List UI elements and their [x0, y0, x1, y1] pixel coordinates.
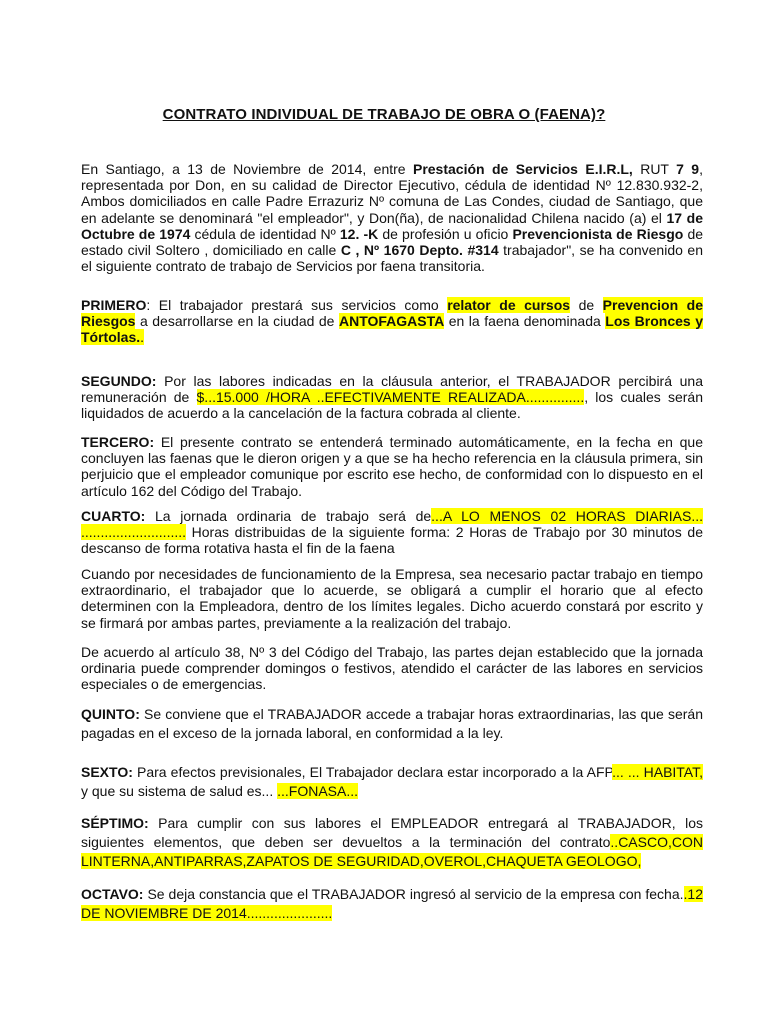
rut-value: 7 9: [676, 161, 700, 177]
clause-cuarto-extra-hours: Cuando por necesidades de funcionamiento de la Empresa, sea necesario pactar trabajo en tiempo extraordinario, el trabajador que lo acuerde, se obligará a cumplir el horario que al efecto determinen con la Empleadora, dentro de los límites legales. Dicho acuerdo constará por escrito y se firmará por ambas partes, previamente a la realización del trabajo.: [81, 566, 703, 631]
address: C , Nº 1670 Depto. #314: [340, 242, 499, 259]
clause-octavo: [81, 885, 703, 923]
clause-primero: [81, 297, 703, 346]
profession: Prevencionista de Riesgo: [512, 225, 684, 242]
clause-text: a desarrollarse en la ciudad de: [135, 313, 339, 330]
intro-text: de profesión u oficio: [378, 225, 513, 242]
job-role: relator de cursos: [447, 297, 571, 313]
clause-segundo: [81, 373, 703, 422]
clause-quinto: [81, 705, 703, 743]
document-title: CONTRATO INDIVIDUAL DE TRABAJO DE OBRA O (FAENA)?: [162, 106, 606, 123]
intro-text: , representada por Don, en su calidad de Director Ejecutivo, cédula de identidad Nº 12.830.932-2, Ambos domiciliados en calle Padre Errazuriz Nº comuna de Las Condes, ciudad de Santiago, que en adelante se denominará "el empleador", y Don(ña), de nacionalidad Chilena nacido (a) el: [81, 161, 703, 226]
clause-text: Para cumplir con sus labores el EMPLEADOR entregará al TRABAJADOR, los siguientes elementos, que deben ser devueltos a la terminación del contrato: [81, 815, 703, 850]
intro-text: cédula de identidad Nº: [190, 225, 340, 242]
equipment-list: ..CASCO,CON LINTERNA,ANTIPARRAS,ZAPATOS DE SEGURIDAD,OVEROL,CHAQUETA GEOLOGO,: [81, 834, 703, 869]
health-system: ...FONASA...: [277, 783, 359, 799]
worksite-name: Los Bronces y Tórtolas.: [81, 313, 703, 346]
clause-septimo: [81, 814, 703, 871]
intro-text: de estado civil Soltero , domiciliado en calle: [81, 225, 704, 259]
city: ANTOFAGASTA: [338, 313, 445, 330]
clause-text: Para efectos previsionales, El Trabajador declara estar incorporado a la AFP: [132, 764, 613, 780]
clause-label: QUINTO:: [81, 706, 140, 722]
clause-text: .: [140, 329, 145, 346]
clause-label: SÉPTIMO:: [81, 815, 149, 831]
afp-name: ... ... HABITAT,: [612, 764, 703, 780]
clause-label: SEXTO:: [81, 764, 133, 780]
clause-text: El presente contrato se entenderá terminado automáticamente, en la fecha en que concluyen las faenas que le dieron origen y a que se ha hecho referencia en la cláusula primera, sin perjuicio que el empleador comunique por escrito ese hecho, de conformidad con lo dispuesto en el artículo 162 del Código del Trabajo.: [81, 434, 703, 499]
clause-text: : El trabajador prestará sus servicios como: [146, 297, 448, 313]
intro-text: RUT: [632, 161, 677, 177]
remuneration: $...15.000 /HORA ..EFECTIVAMENTE REALIZADA...............: [196, 389, 585, 406]
clause-tercero: [81, 434, 703, 499]
job-area: Prevencion de Riesgos: [81, 297, 703, 330]
start-date: .12 DE NOVIEMBRE DE 2014......................: [81, 886, 703, 921]
company-name: Prestación de Servicios E.I.R.L,: [412, 161, 633, 177]
clause-text: Se conviene que el TRABAJADOR accede a trabajar horas extraordinarias, las que serán pagadas en el exceso de la jornada laboral, en conformidad a la ley.: [81, 706, 703, 741]
clause-text: , los cuales serán liquidados de acuerdo a la cancelación de la factura cobrada al cliente.: [81, 389, 703, 422]
clause-cuarto: [81, 508, 703, 557]
clause-label: CUARTO:: [81, 508, 146, 524]
clause-text: La jornada ordinaria de trabajo será de: [145, 508, 432, 524]
clause-text: Se deja constancia que el TRABAJADOR ingresó al servicio de la empresa con fecha.: [143, 886, 684, 902]
clause-label: TERCERO:: [81, 434, 155, 450]
birth-date: 17 de Octubre de 1974: [81, 209, 703, 242]
id-number: 12. -K: [339, 225, 379, 242]
intro-text: En Santiago, a 13 de Noviembre de 2014, entre: [81, 161, 413, 177]
clause-text: Por las labores indicadas en la cláusula anterior, el TRABAJADOR percibirá una remuneración de: [81, 373, 703, 406]
clause-cuarto-holidays: De acuerdo al artículo 38, Nº 3 del Código del Trabajo, las partes dejan establecido que la jornada ordinaria puede comprender domingos o festivos, atendido el carácter de las labores en servicios especiales o de emergencias.: [81, 644, 703, 693]
clause-label: SEGUNDO:: [81, 373, 157, 389]
work-hours: ...A LO MENOS 02 HORAS DIARIAS... ...........................: [81, 508, 703, 541]
clause-text: y que su sistema de salud es...: [81, 783, 278, 799]
clause-label: PRIMERO: [81, 297, 147, 313]
clause-text: Horas distribuidas de la siguiente forma: 2 Horas de Trabajo por 30 minutos de descanso de forma rotativa hasta el fin de la faena: [81, 524, 703, 557]
clause-sexto: [81, 763, 703, 801]
clause-label: OCTAVO:: [81, 886, 144, 902]
intro-paragraph: [81, 161, 703, 274]
intro-text: trabajador", se ha convenido en el siguiente contrato de trabajo de Servicios por faena transitoria.: [81, 242, 704, 275]
clause-text: de: [570, 297, 603, 313]
clause-text: en la faena denominada: [444, 313, 606, 330]
